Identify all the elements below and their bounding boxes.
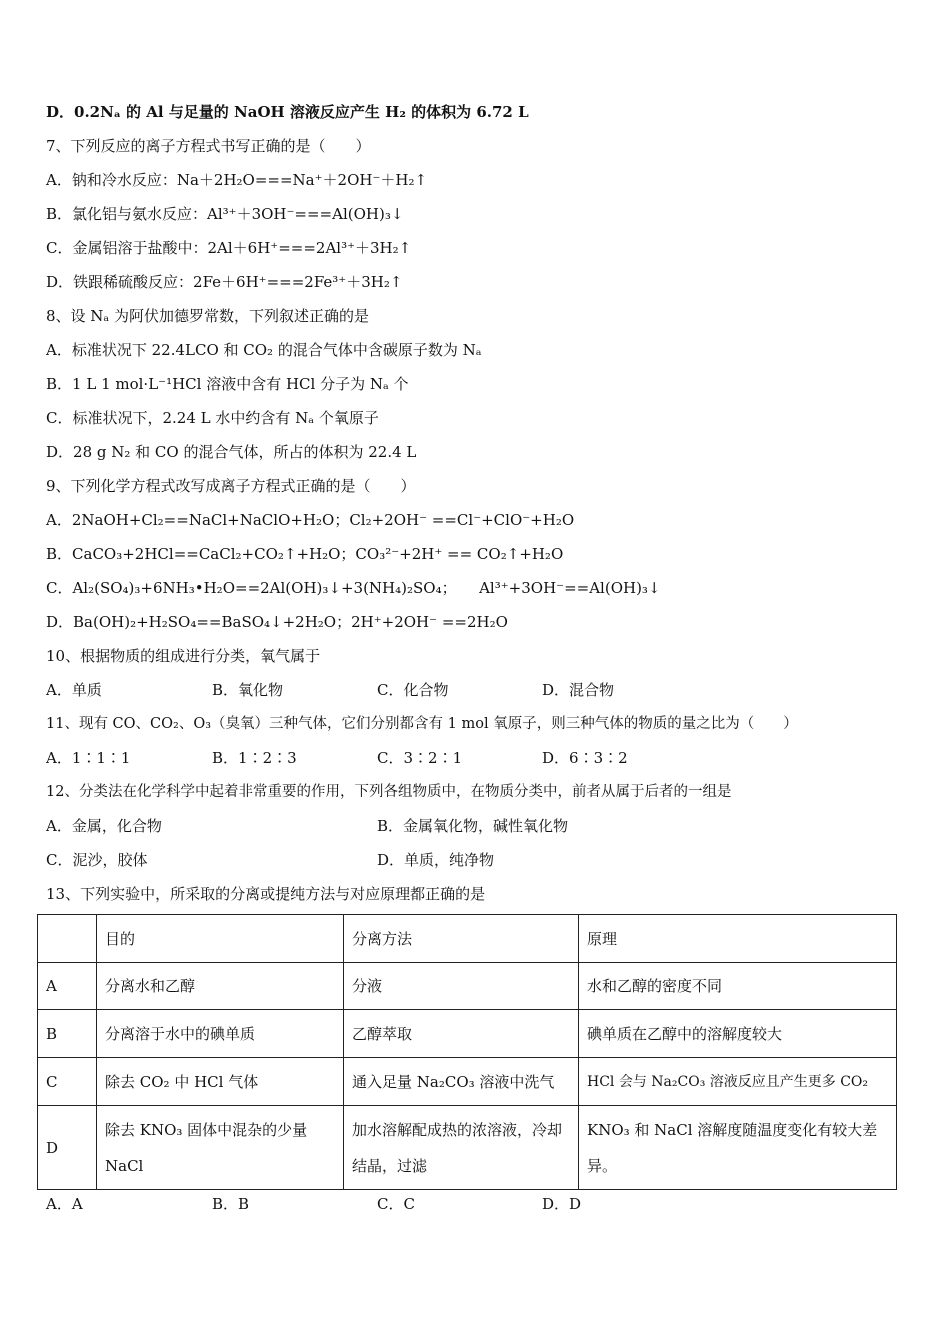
q7-stem: 7、下列反应的离子方程式书写正确的是（ ） [46, 137, 371, 155]
q7-option-c: C．金属铝溶于盐酸中：2Al＋6H⁺===2Al³⁺＋3H₂↑ [46, 239, 412, 257]
table-row [38, 1058, 897, 1106]
table-cell: HCl 会与 Na₂CO₃ 溶液反应且产生更多 CO₂ [579, 1058, 897, 1106]
q8-option-b: B．1 L 1 mol·L⁻¹HCl 溶液中含有 HCl 分子为 Nₐ 个 [46, 375, 409, 393]
table-header-cell: 分离方法 [344, 915, 579, 963]
q13-option-b: B．B [212, 1195, 250, 1213]
q10-option-c: C．化合物 [377, 681, 449, 699]
table-cell: 除去 CO₂ 中 HCl 气体 [97, 1058, 344, 1106]
q6-option-d: D．0.2Nₐ 的 Al 与足量的 NaOH 溶液反应产生 H₂ 的体积为 6.72 L [46, 103, 529, 121]
table-header-row [38, 915, 897, 963]
q13-option-d: D．D [542, 1195, 582, 1213]
table-cell: 分液 [344, 963, 579, 1010]
q9-stem: 9、下列化学方程式改写成离子方程式正确的是（ ） [46, 477, 416, 495]
q8-option-a: A．标准状况下 22.4LCO 和 CO₂ 的混合气体中含碳原子数为 Nₐ [46, 341, 482, 359]
q11-option-c: C．3∶2∶1 [377, 749, 463, 767]
table-cell: C [38, 1058, 97, 1106]
q7-option-d: D．铁跟稀硫酸反应：2Fe＋6H⁺===2Fe³⁺＋3H₂↑ [46, 273, 403, 291]
table-cell: 分离溶于水中的碘单质 [97, 1010, 344, 1058]
q9-option-d: D．Ba(OH)₂+H₂SO₄==BaSO₄↓+2H₂O；2H⁺+2OH⁻ ==2H₂O [46, 613, 508, 631]
q10-option-a: A．单质 [46, 681, 102, 699]
q13-table [37, 914, 897, 1190]
table-header-cell: 目的 [97, 915, 344, 963]
q12-stem: 12、分类法在化学科学中起着非常重要的作用，下列各组物质中，在物质分类中，前者从属于后者的一组是 [46, 784, 732, 800]
table-row [38, 1106, 897, 1190]
q8-option-d: D．28 g N₂ 和 CO 的混合气体，所占的体积为 22.4 L [46, 443, 417, 461]
q12-option-c: C．泥沙，胶体 [46, 851, 148, 869]
table-cell: B [38, 1010, 97, 1058]
q11-stem: 11、现有 CO、CO₂、O₃（臭氧）三种气体，它们分别都含有 1 mol 氧原子，则三种气体的物质的量之比为（ ） [46, 716, 798, 732]
table-cell: D [38, 1106, 97, 1190]
q7-option-b: B．氯化铝与氨水反应：Al³⁺＋3OH⁻===Al(OH)₃↓ [46, 205, 404, 223]
q8-stem: 8、设 Nₐ 为阿伏加德罗常数，下列叙述正确的是 [46, 307, 369, 325]
q9-option-a: A．2NaOH+Cl₂==NaCl+NaClO+H₂O；Cl₂+2OH⁻ ==Cl⁻+ClO⁻+H₂O [46, 511, 575, 529]
table-row [38, 1010, 897, 1058]
q9-option-b: B．CaCO₃+2HCl==CaCl₂+CO₂↑+H₂O；CO₃²⁻+2H⁺ == CO₂↑+H₂O [46, 545, 564, 563]
q7-option-a: A．钠和冷水反应：Na＋2H₂O===Na⁺＋2OH⁻＋H₂↑ [46, 171, 428, 189]
table-cell: 除去 KNO₃ 固体中混杂的少量 NaCl [97, 1106, 344, 1190]
q11-option-b: B．1∶2∶3 [212, 749, 297, 767]
q11-option-d: D．6∶3∶2 [542, 749, 628, 767]
q10-option-b: B．氧化物 [212, 681, 284, 699]
q13-stem: 13、下列实验中，所采取的分离或提纯方法与对应原理都正确的是 [46, 885, 486, 903]
q8-option-c: C．标准状况下，2.24 L 水中约含有 Nₐ 个氧原子 [46, 409, 379, 427]
table-row [38, 963, 897, 1010]
q10-option-d: D．混合物 [542, 681, 615, 699]
q12-option-a: A．金属，化合物 [46, 817, 162, 835]
table-header-cell [38, 915, 97, 963]
q12-option-b: B．金属氧化物，碱性氧化物 [377, 817, 569, 835]
table-cell: 乙醇萃取 [344, 1010, 579, 1058]
table-cell: 分离水和乙醇 [97, 963, 344, 1010]
q12-option-d: D．单质，纯净物 [377, 851, 495, 869]
table-cell: A [38, 963, 97, 1010]
table-cell: 碘单质在乙醇中的溶解度较大 [579, 1010, 897, 1058]
table-cell: 加水溶解配成热的浓溶液，冷却结晶，过滤 [344, 1106, 579, 1190]
table-cell: 通入足量 Na₂CO₃ 溶液中洗气 [344, 1058, 579, 1106]
table-header-cell: 原理 [579, 915, 897, 963]
q13-option-c: C．C [377, 1195, 415, 1213]
q11-option-a: A．1∶1∶1 [46, 749, 131, 767]
q10-stem: 10、根据物质的组成进行分类，氧气属于 [46, 647, 321, 665]
table-cell: 水和乙醇的密度不同 [579, 963, 897, 1010]
table-cell: KNO₃ 和 NaCl 溶解度随温度变化有较大差异。 [579, 1106, 897, 1190]
q9-option-c: C．Al₂(SO₄)₃+6NH₃•H₂O==2Al(OH)₃↓+3(NH₄)₂SO₄； Al³⁺+3OH⁻==Al(OH)₃↓ [46, 579, 661, 597]
q13-option-a: A．A [46, 1195, 83, 1213]
